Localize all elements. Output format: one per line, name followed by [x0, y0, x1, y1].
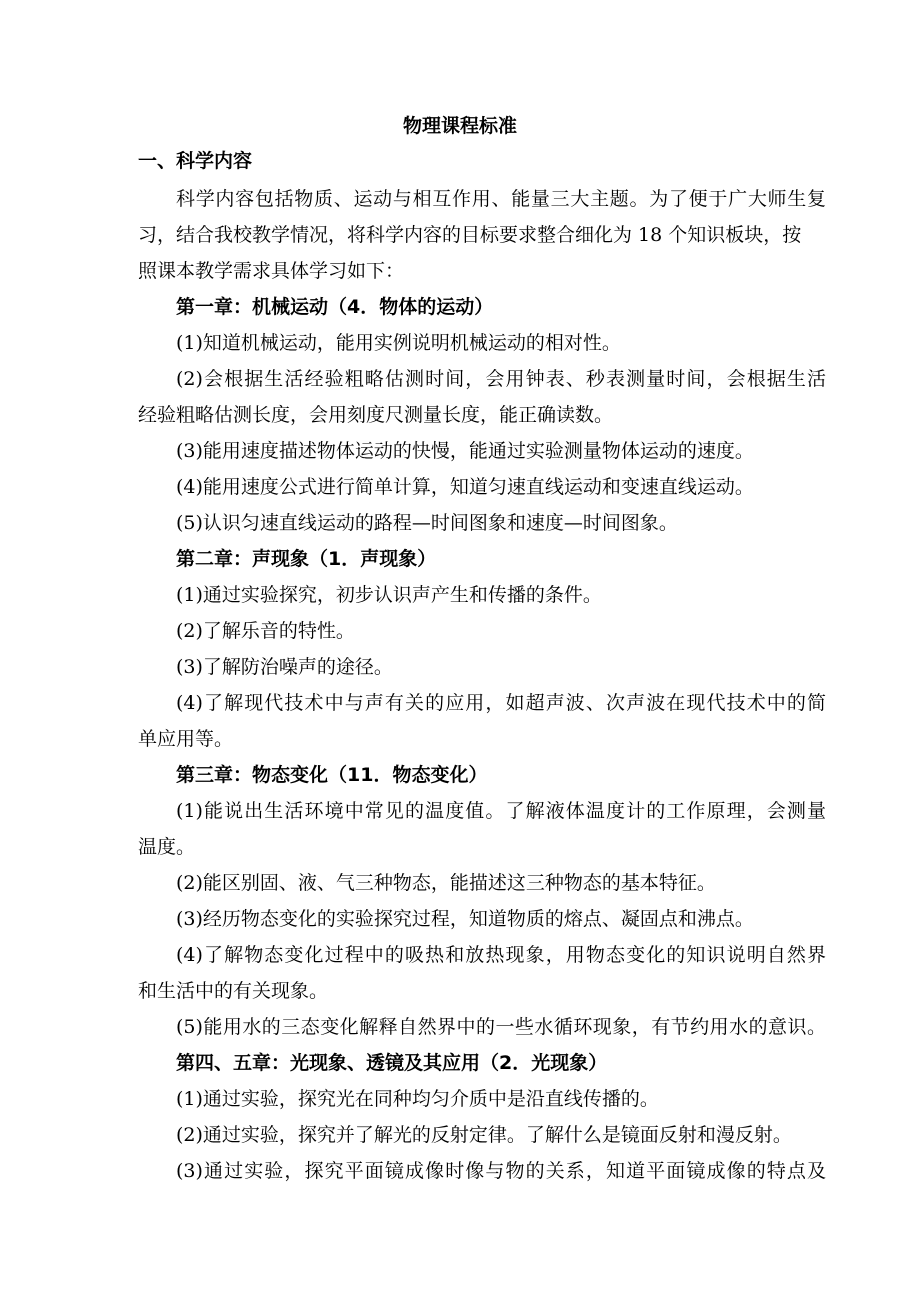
chapter-heading-1: 第一章：机械运动（4．物体的运动）	[176, 296, 494, 318]
list-item: (2)了解乐音的特性。	[176, 620, 355, 642]
list-item: (4)了解物态变化过程中的吸热和放热现象，用物态变化的知识说明自然界	[176, 944, 826, 966]
list-item: (5)能用水的三态变化解释自然界中的一些水循环现象，有节约用水的意识。	[176, 1016, 826, 1038]
paragraph-line: 科学内容包括物质、运动与相互作用、能量三大主题。为了便于广大师生复	[176, 188, 826, 210]
paragraph-line: 习，结合我校教学情况，将科学内容的目标要求整合细化为 18 个知识板块，按	[138, 224, 802, 246]
paragraph-line: 照课本教学需求具体学习如下：	[138, 260, 405, 282]
list-item-continuation: 单应用等。	[138, 728, 234, 750]
chapter-heading-3: 第三章：物态变化（11．物态变化）	[176, 764, 488, 786]
list-item: (3)经历物态变化的实验探究过程，知道物质的熔点、凝固点和沸点。	[176, 908, 754, 930]
chapter-heading-2: 第二章：声现象（1．声现象）	[176, 548, 437, 570]
list-item: (1)通过实验，探究光在同种均匀介质中是沿直线传播的。	[176, 1088, 659, 1110]
list-item: (3)了解防治噪声的途径。	[176, 656, 393, 678]
list-item: (1)能说出生活环境中常见的温度值。了解液体温度计的工作原理，会测量	[176, 800, 826, 822]
list-item: (3)通过实验，探究平面镜成像时像与物的关系，知道平面镜成像的特点及	[176, 1160, 826, 1182]
list-item: (5)认识匀速直线运动的路程—时间图象和速度—时间图象。	[176, 512, 678, 534]
list-item: (2)会根据生活经验粗略估测时间，会用钟表、秒表测量时间，会根据生活	[176, 368, 826, 390]
list-item-continuation: 温度。	[138, 836, 196, 858]
section-heading-science-content: 一、科学内容	[138, 150, 253, 172]
document-title: 物理课程标准	[402, 115, 517, 137]
list-item: (2)能区别固、液、气三种物态，能描述这三种物态的基本特征。	[176, 872, 716, 894]
list-item: (1)通过实验探究，初步认识声产生和传播的条件。	[176, 584, 602, 606]
list-item: (4)能用速度公式进行简单计算，知道匀速直线运动和变速直线运动。	[176, 476, 754, 498]
list-item: (3)能用速度描述物体运动的快慢，能通过实验测量物体运动的速度。	[176, 440, 754, 462]
list-item-continuation: 经验粗略估测长度，会用刻度尺测量长度，能正确读数。	[138, 404, 614, 426]
list-item: (1)知道机械运动，能用实例说明机械运动的相对性。	[176, 332, 621, 354]
list-item: (4)了解现代技术中与声有关的应用，如超声波、次声波在现代技术中的简	[176, 692, 826, 714]
chapter-heading-4-5: 第四、五章：光现象、透镜及其应用（2．光现象）	[176, 1052, 608, 1074]
list-item: (2)通过实验，探究并了解光的反射定律。了解什么是镜面反射和漫反射。	[176, 1124, 792, 1146]
list-item-continuation: 和生活中的有关现象。	[138, 980, 329, 1002]
